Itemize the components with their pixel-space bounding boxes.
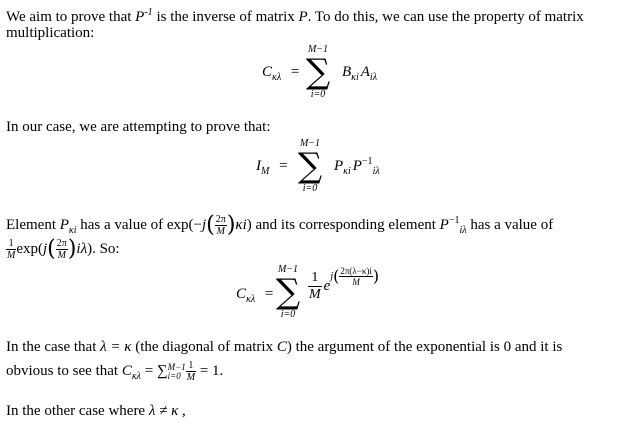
matrix-p-inverse: P [135, 9, 145, 25]
text-span: We aim to prove that [6, 9, 136, 25]
para3-line2: $\frac{1}{M}$ exp(j( $\frac{2\pi}{M}$ )iλ). So: [7, 236, 120, 262]
eq1-lhs: $C_{\kappa\lambda}$ = [262, 64, 300, 83]
eq3-rhs: $\frac{1}{M}$ ej( $\frac{2\pi(\lambda-\kappa)i}{M}$ ) [309, 266, 380, 302]
eq2-lhs: $I_M$ = [256, 158, 288, 177]
para3-line1: Element $P_{\kappa i}$ has a value of exp(−j( $\frac{2\pi}{M}$ )κi) and its corresponding element $P^{-1}_{i\lambda}$ has a value of [6, 212, 554, 238]
matrix-p: P [298, 9, 308, 25]
sum-limits: M−1 i=0 [167, 361, 186, 381]
eq3-sum: M−1 ∑ i=0 [275, 264, 301, 320]
inverse-exponent: -1 [144, 7, 153, 18]
para4-line2: obvious to see that $C_{\kappa\lambda}$ = ∑ M−1 i=0 $\frac{1}{M}$ = 1. [6, 360, 224, 383]
text-span: . To do this, we can use the property of matrix [307, 9, 584, 25]
fraction: $\frac{2\pi}{M}$ [56, 238, 67, 261]
fraction: $\frac{1}{M}$ [309, 270, 321, 302]
eq3-lhs: $C_{\kappa\lambda}$ = [236, 286, 274, 305]
fraction: $\frac{1}{M}$ [186, 360, 196, 383]
eq1-sum: M−1 ∑ i=0 [305, 44, 331, 100]
eq1-rhs: $B_{\kappa i}$ $A_{i\lambda}$ [342, 64, 378, 83]
para2: In our case, we are attempting to prove that: [6, 119, 271, 135]
text-span: is the inverse of matrix [152, 9, 299, 25]
eq2-rhs: $P_{\kappa i}$ $P^{-1}_{i\lambda}$ [334, 156, 380, 177]
para5: In the other case where λ ≠ κ , [6, 403, 186, 419]
para4-line1: In the case that λ = κ (the diagonal of matrix C) the argument of the exponential is 0 and it is [6, 339, 563, 355]
exponent: j( $\frac{2\pi(\lambda-\kappa)i}{M}$ ) [330, 266, 380, 287]
para1-line1 [6, 4, 584, 26]
fraction: $\frac{1}{M}$ [7, 238, 16, 261]
eq2-sum: M−1 ∑ i=0 [297, 138, 323, 194]
fraction: $\frac{2\pi}{M}$ [215, 214, 226, 238]
para1-line2: multiplication: [6, 25, 95, 41]
